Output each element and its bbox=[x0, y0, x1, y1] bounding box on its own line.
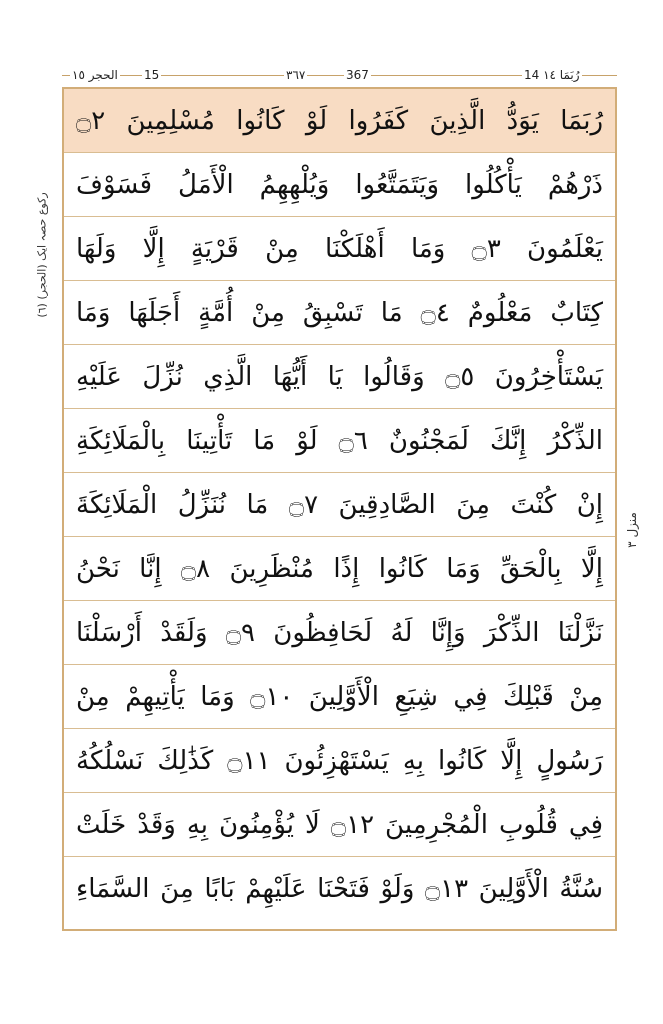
text-line-11: رَسُولٍ إِلَّا كَانُوا بِهِ يَسْتَهْزِئُونَ ۝١١ كَذَٰلِكَ نَسْلُكُهُ bbox=[64, 729, 615, 793]
text-line-10: مِنْ قَبْلِكَ فِي شِيَعِ الْأَوَّلِينَ ۝١٠ وَمَا يَأْتِيهِمْ مِنْ bbox=[64, 665, 615, 729]
text-line-3: يَعْلَمُونَ ۝٣ وَمَا أَهْلَكْنَا مِنْ قَرْيَةٍ إِلَّا وَلَهَا bbox=[64, 217, 615, 281]
text-line-1: رُبَمَا يَوَدُّ الَّذِينَ كَفَرُوا لَوْ كَانُوا مُسْلِمِينَ ۝٢ bbox=[64, 89, 615, 153]
right-margin-note bbox=[620, 470, 644, 590]
text-line-9: نَزَّلْنَا الذِّكْرَ وَإِنَّا لَهُ لَحَافِظُونَ ۝٩ وَلَقَدْ أَرْسَلْنَا bbox=[64, 601, 615, 665]
page-header bbox=[62, 66, 617, 86]
quran-text-frame bbox=[62, 87, 617, 931]
header-page-urdu: ٣٦٧ bbox=[286, 68, 306, 82]
text-line-4: كِتَابٌ مَعْلُومٌ ۝٤ مَا تَسْبِقُ مِنْ أُمَّةٍ أَجَلَهَا وَمَا bbox=[64, 281, 615, 345]
left-margin-note bbox=[30, 90, 54, 420]
header-surah-number: 15 bbox=[144, 68, 160, 82]
header-surah-urdu: الحجر ١٥ bbox=[72, 68, 118, 82]
text-line-12: فِي قُلُوبِ الْمُجْرِمِينَ ۝١٢ لَا يُؤْمِنُونَ بِهِ وَقَدْ خَلَتْ bbox=[64, 793, 615, 857]
text-line-2: ذَرْهُمْ يَأْكُلُوا وَيَتَمَتَّعُوا وَيُلْهِهِمُ الْأَمَلُ فَسَوْفَ bbox=[64, 153, 615, 217]
text-line-8: إِلَّا بِالْحَقِّ وَمَا كَانُوا إِذًا مُنْظَرِينَ ۝٨ إِنَّا نَحْنُ bbox=[64, 537, 615, 601]
header-juz-name: 14 رُبَمَا ١٤ bbox=[524, 68, 580, 82]
header-page-number: 367 bbox=[346, 68, 369, 82]
text-line-13: سُنَّةُ الْأَوَّلِينَ ۝١٣ وَلَوْ فَتَحْنَا عَلَيْهِمْ بَابًا مِنَ السَّمَاءِ bbox=[76, 874, 603, 904]
ruku-note: (٦) رکوع حصہ ایک (الحجر) bbox=[35, 192, 49, 318]
text-line-6: الذِّكْرُ إِنَّكَ لَمَجْنُونٌ ۝٦ لَوْ مَا تَأْتِينَا بِالْمَلَائِكَةِ bbox=[64, 409, 615, 473]
manzil-note: منزل ٣ bbox=[625, 512, 639, 548]
text-line-7: إِنْ كُنْتَ مِنَ الصَّادِقِينَ ۝٧ مَا نُنَزِّلُ الْمَلَائِكَةَ bbox=[64, 473, 615, 537]
text-line-5: يَسْتَأْخِرُونَ ۝٥ وَقَالُوا يَا أَيُّهَا الَّذِي نُزِّلَ عَلَيْهِ bbox=[64, 345, 615, 409]
